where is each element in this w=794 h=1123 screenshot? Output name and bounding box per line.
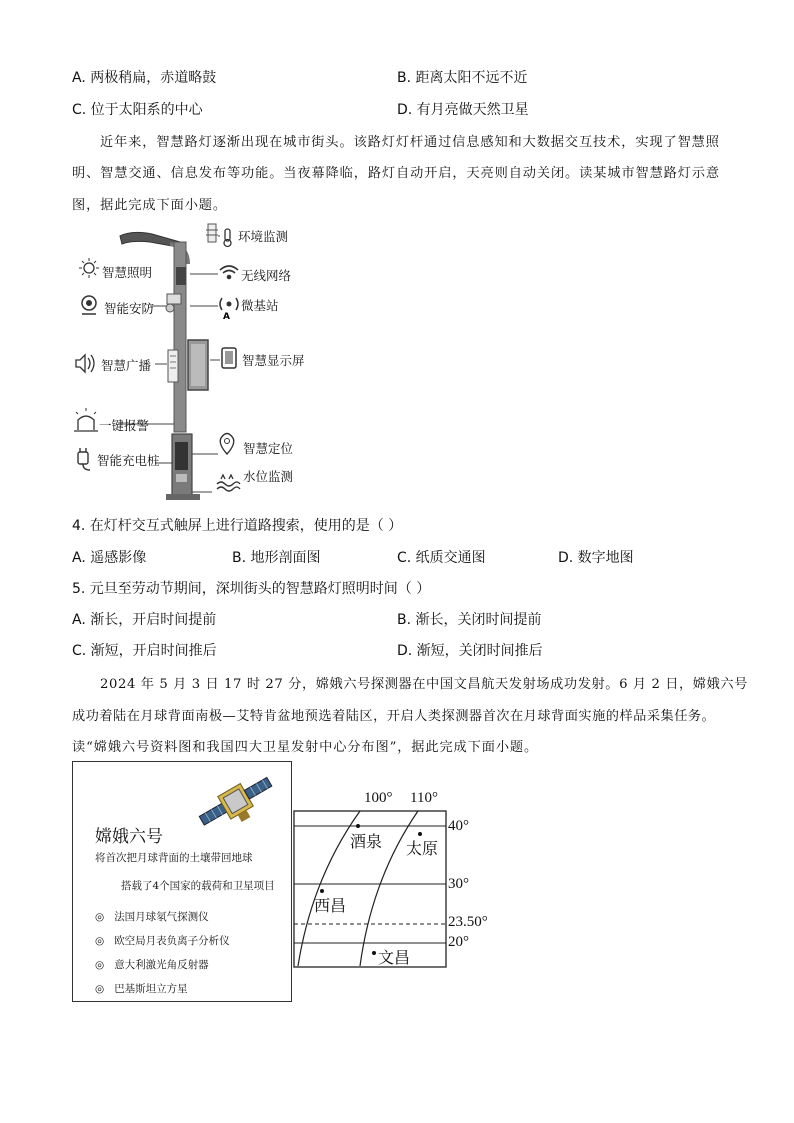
passage2-line2: 成功着陆在月球背面南极—艾特肯盆地预选着陆区，开启人类探测器首次在月球背面实施的样品采集任务。 [72,709,716,724]
q5-stem: 5. 元旦至劳动节期间，深圳街头的智慧路灯照明时间（ ） [72,581,431,597]
label-charge: 智能充电桩 [97,453,160,468]
label-base: 微基站 [241,298,279,313]
label-broadcast: 智慧广播 [101,358,152,373]
q5-option-d: D. 渐短，关闭时间推后 [397,643,543,659]
card-payload: 搭载了4个国家的载荷和卫星项目 [121,880,275,892]
q4-option-d: D. 数字地图 [558,550,634,566]
wifi-icon [220,266,238,279]
q5-option-b: B. 渐长，关闭时间提前 [397,612,542,628]
q4-option-a: A. 遥感影像 [72,550,147,566]
bullet-icon: ◎ [95,959,105,971]
lat-40: 40° [448,818,469,834]
passage2-line1: 2024 年 5 月 3 日 17 时 27 分，嫦娥六号探测器在中国文昌航天发射场成功发射。6 月 2 日，嫦娥六号 [100,677,748,692]
lat-30: 30° [448,876,469,892]
bullet-icon: ◎ [95,911,105,923]
q3-option-b: B. 距离太阳不远不近 [397,70,528,86]
charging-plug-icon [78,448,90,470]
bullet-icon: ◎ [95,983,105,995]
thermometer-icon [224,229,231,247]
label-env: 环境监测 [238,229,289,244]
spacecraft-icon [195,766,285,836]
card-item-2: ◎ 欧空局月表负离子分析仪 [95,935,230,947]
water-level-icon [217,475,240,491]
passage2-line3: 读“嫦娥六号资料图和我国四大卫星发射中心分布图”，据此完成下面小题。 [72,740,539,755]
passage1-line2: 明、智慧交通、信息发布等功能。当夜幕降临，路灯自动开启，天亮则自动关闭。读某城市智慧路灯示意 [72,166,721,181]
lat-20: 20° [448,934,469,950]
label-security: 智能安防 [104,301,155,316]
q3-option-c: C. 位于太阳系的中心 [72,102,203,118]
card-item-4: ◎ 巴基斯坦立方星 [95,983,188,995]
smart-lamp-diagram [70,222,330,507]
label-wifi: 无线网络 [241,268,292,283]
location-pin-icon [220,434,234,455]
label-water: 水位监测 [243,469,294,484]
passage1-line1: 近年来，智慧路灯逐渐出现在城市街头。该路灯灯杆通过信息感知和大数据交互技术，实现了智慧照 [100,135,720,150]
label-display: 智慧显示屏 [242,353,305,368]
city-jiuquan: 酒泉 [350,834,383,851]
q3-option-d: D. 有月亮做天然卫星 [397,102,529,118]
card-description: 将首次把月球背面的土壤带回地球 [95,852,253,864]
security-camera-icon [82,296,96,314]
sun-icon [79,258,99,278]
lon-110: 110° [410,790,438,806]
q4-stem: 4. 在灯杆交互式触屏上进行道路搜索，使用的是（ ） [72,518,403,534]
label-locate: 智慧定位 [243,441,294,456]
card-item-3: ◎ 意大利激光角反射器 [95,959,209,971]
lon-100: 100° [364,790,393,806]
svg-text:A: A [223,312,230,322]
q4-option-b: B. 地形剖面图 [232,550,321,566]
label-light: 智慧照明 [102,265,153,280]
city-taiyuan: 太原 [406,841,439,858]
lat-23-5: 23.50° [448,914,488,930]
change6-info-card [72,761,292,1002]
city-wenchang: 文昌 [378,950,411,967]
card-item-1: ◎ 法国月球氡气探测仪 [95,911,209,923]
label-alarm: 一键报警 [99,418,150,433]
alarm-icon [74,408,98,431]
q5-option-a: A. 渐长，开启时间提前 [72,612,217,628]
base-station-icon [220,298,238,322]
q5-option-c: C. 渐短，开启时间推后 [72,643,217,659]
launch-center-map [292,788,512,978]
speaker-icon [76,355,94,372]
city-xichang: 西昌 [314,898,347,915]
bullet-icon: ◎ [95,935,105,947]
display-screen-icon [222,348,236,368]
q3-option-a: A. 两极稍扁，赤道略鼓 [72,70,217,86]
card-title: 嫦娥六号 [95,827,163,847]
passage1-line3: 图，据此完成下面小题。 [72,198,227,213]
q4-option-c: C. 纸质交通图 [397,550,486,566]
